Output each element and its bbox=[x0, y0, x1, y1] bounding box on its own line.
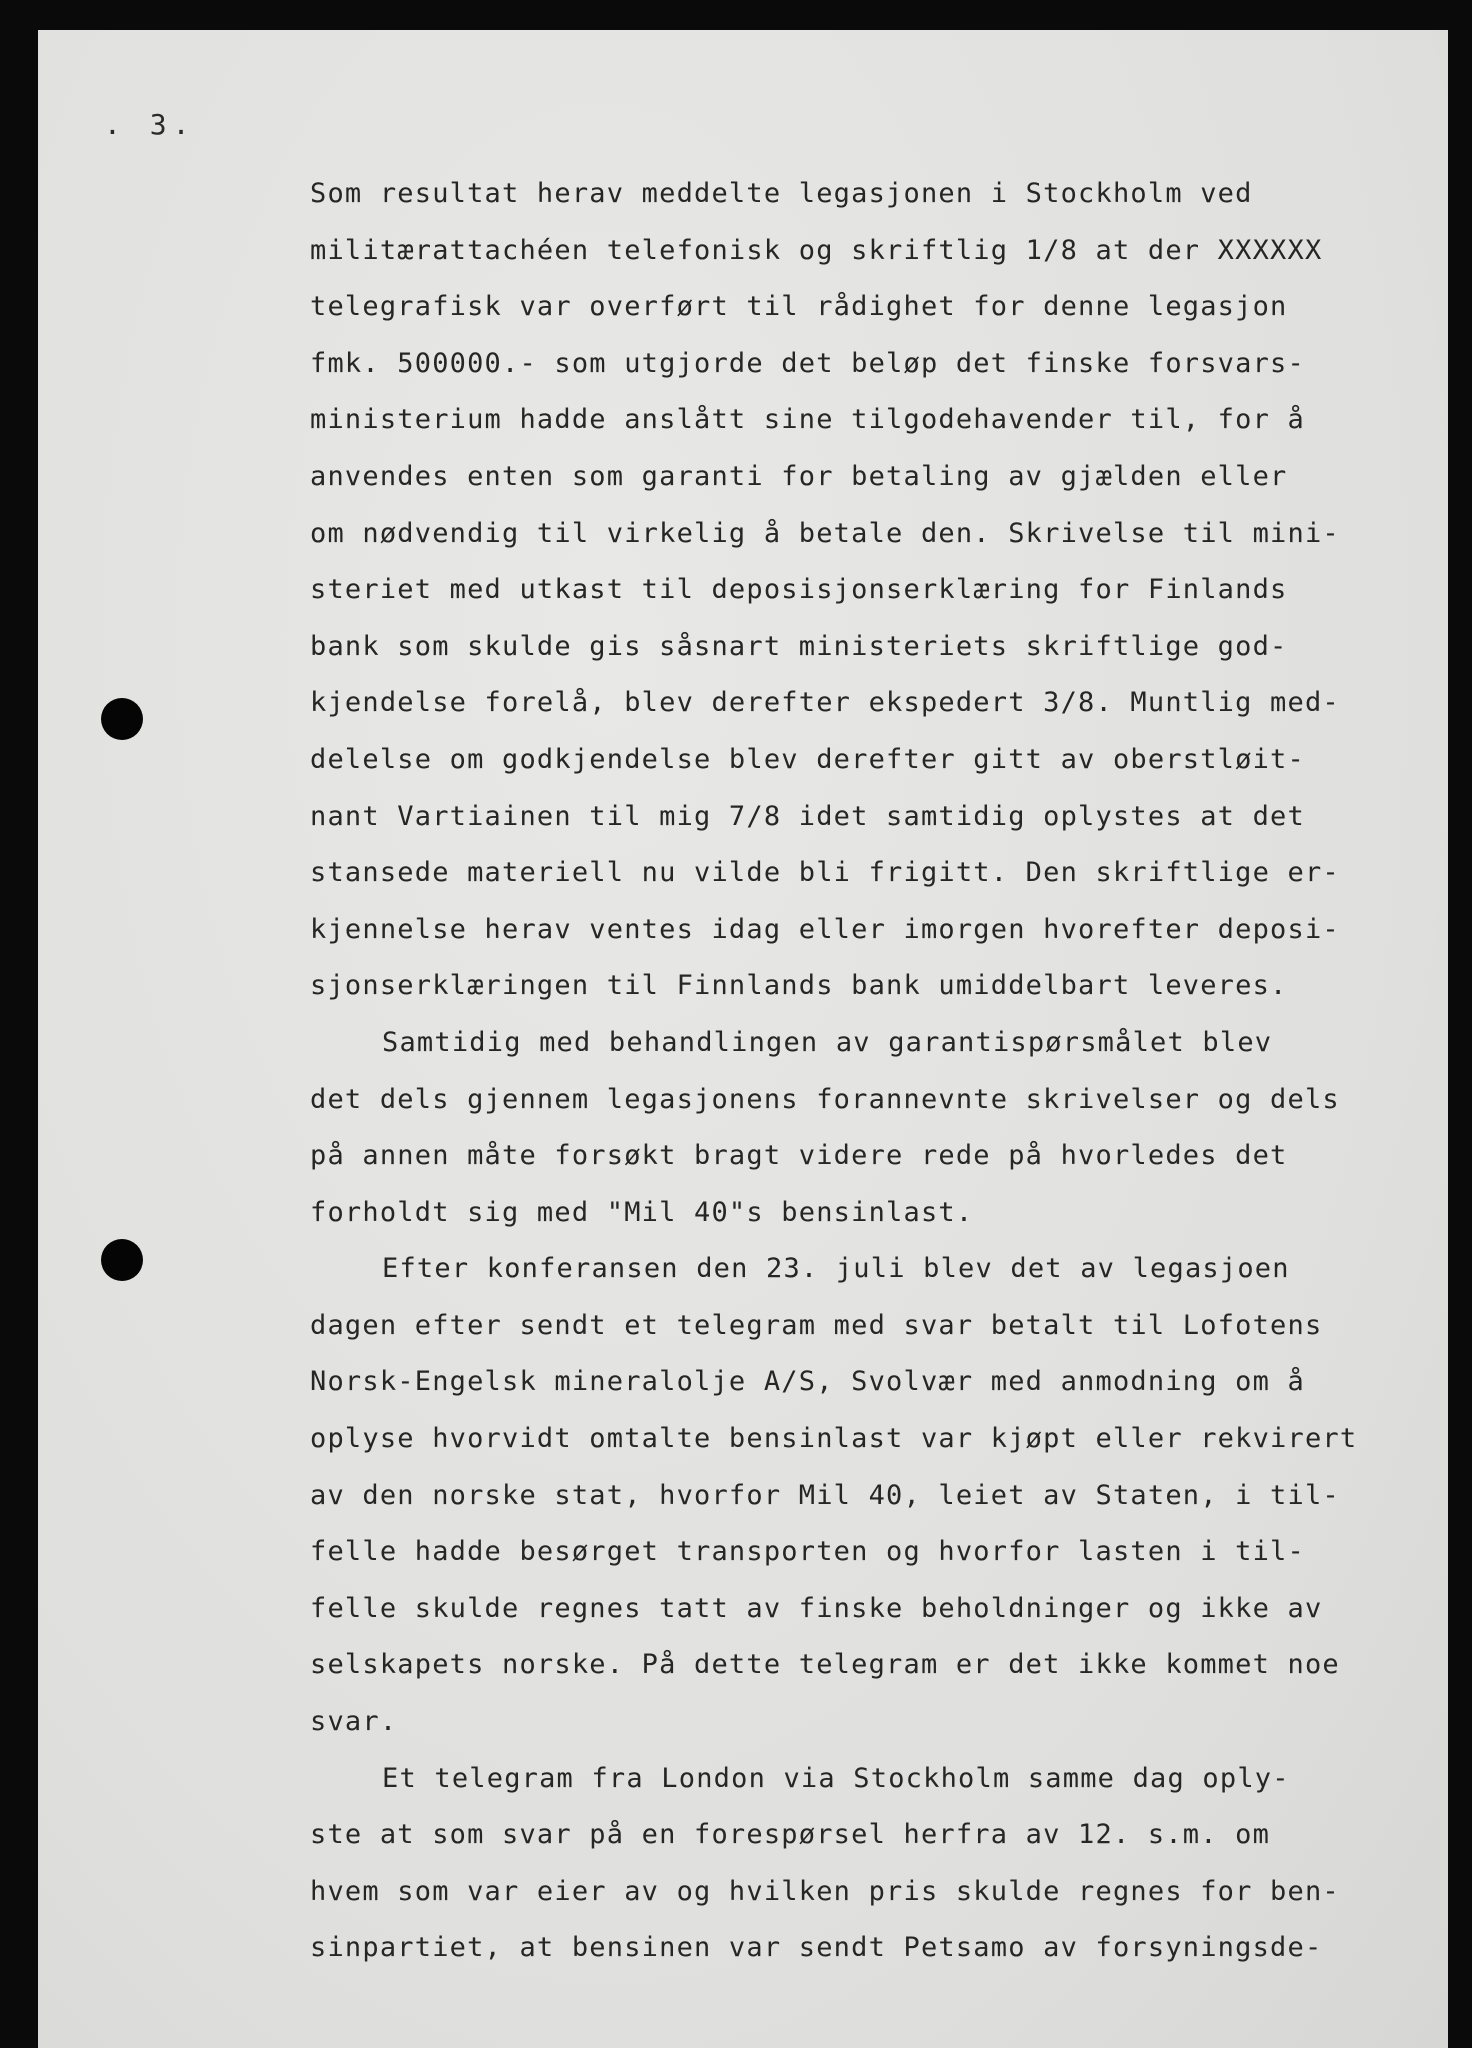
text-line: på annen måte forsøkt bragt videre rede på hvorledes det bbox=[310, 1140, 1288, 1172]
text-line: felle hadde besørget transporten og hvorfor lasten i til- bbox=[310, 1536, 1305, 1568]
text-line: kjennelse herav ventes idag eller imorgen hvorefter deposi- bbox=[310, 913, 1340, 945]
text-line: telegrafisk var overført til rådighet for denne legasjon bbox=[310, 291, 1288, 323]
text-line: sinpartiet, at bensinen var sendt Petsamo av forsyningsde- bbox=[310, 1932, 1323, 1964]
text-line: selskapets norske. På dette telegram er det ikke kommet noe bbox=[310, 1649, 1340, 1681]
text-line: ministerium hadde anslått sine tilgodehavender til, for å bbox=[310, 404, 1305, 436]
punch-hole bbox=[101, 1239, 143, 1281]
text-line: felle skulde regnes tatt av finske beholdninger og ikke av bbox=[310, 1592, 1323, 1624]
paragraph-1 bbox=[310, 166, 1340, 1015]
text-line: bank som skulde gis såsnart ministeriets skriftlige god- bbox=[310, 630, 1288, 662]
text-line: anvendes enten som garanti for betaling av gjælden eller bbox=[310, 460, 1288, 492]
text-line: Et telegram fra London via Stockholm samme dag oply- bbox=[382, 1762, 1290, 1794]
text-line: ste at som svar på en forespørsel herfra av 12. s.m. om bbox=[310, 1819, 1271, 1851]
typewritten-text bbox=[310, 166, 1358, 1977]
punch-hole bbox=[101, 698, 143, 740]
text-line: forholdt sig med "Mil 40"s bensinlast. bbox=[310, 1196, 974, 1228]
text-line: steriet med utkast til deposisjonserklæring for Finlands bbox=[310, 574, 1288, 606]
text-line: av den norske stat, hvorfor Mil 40, leiet av Staten, i til- bbox=[310, 1479, 1340, 1511]
text-line: Efter konferansen den 23. juli blev det av legasjoen bbox=[382, 1253, 1290, 1285]
text-line: om nødvendig til virkelig å betale den. Skrivelse til mini- bbox=[310, 517, 1340, 549]
paragraph-2 bbox=[310, 1015, 1340, 1241]
text-line: militærattachéen telefonisk og skriftlig 1/8 at der XXXXXX bbox=[310, 234, 1323, 266]
text-line: Norsk-Engelsk mineralolje A/S, Svolvær med anmodning om å bbox=[310, 1366, 1305, 1398]
text-line: stansede materiell nu vilde bli frigitt. Den skriftlige er- bbox=[310, 857, 1340, 889]
text-line: det dels gjennem legasjonens forannevnte skrivelser og dels bbox=[310, 1083, 1340, 1115]
text-line: svar. bbox=[310, 1706, 398, 1738]
text-line: kjendelse forelå, blev derefter ekspedert 3/8. Muntlig med- bbox=[310, 687, 1340, 719]
text-line: sjonserklæringen til Finnlands bank umiddelbart leveres. bbox=[310, 970, 1288, 1002]
text-line: Samtidig med behandlingen av garantispørsmålet blev bbox=[382, 1026, 1273, 1058]
text-line: hvem som var eier av og hvilken pris skulde regnes for ben- bbox=[310, 1875, 1340, 1907]
paragraph-4 bbox=[310, 1751, 1340, 1977]
text-line: Som resultat herav meddelte legasjonen i Stockholm ved bbox=[310, 178, 1253, 209]
page-number: . 3. bbox=[104, 108, 196, 141]
text-line: oplyse hvorvidt omtalte bensinlast var kjøpt eller rekvirert bbox=[310, 1423, 1358, 1455]
text-line: fmk. 500000.- som utgjorde det beløp det finske forsvars- bbox=[310, 347, 1305, 379]
paragraph-3 bbox=[310, 1241, 1358, 1750]
text-line: delelse om godkjendelse blev derefter gitt av oberstløit- bbox=[310, 743, 1305, 775]
text-line: dagen efter sendt et telegram med svar betalt til Lofotens bbox=[310, 1309, 1323, 1341]
text-line: nant Vartiainen til mig 7/8 idet samtidig oplystes at det bbox=[310, 800, 1305, 832]
